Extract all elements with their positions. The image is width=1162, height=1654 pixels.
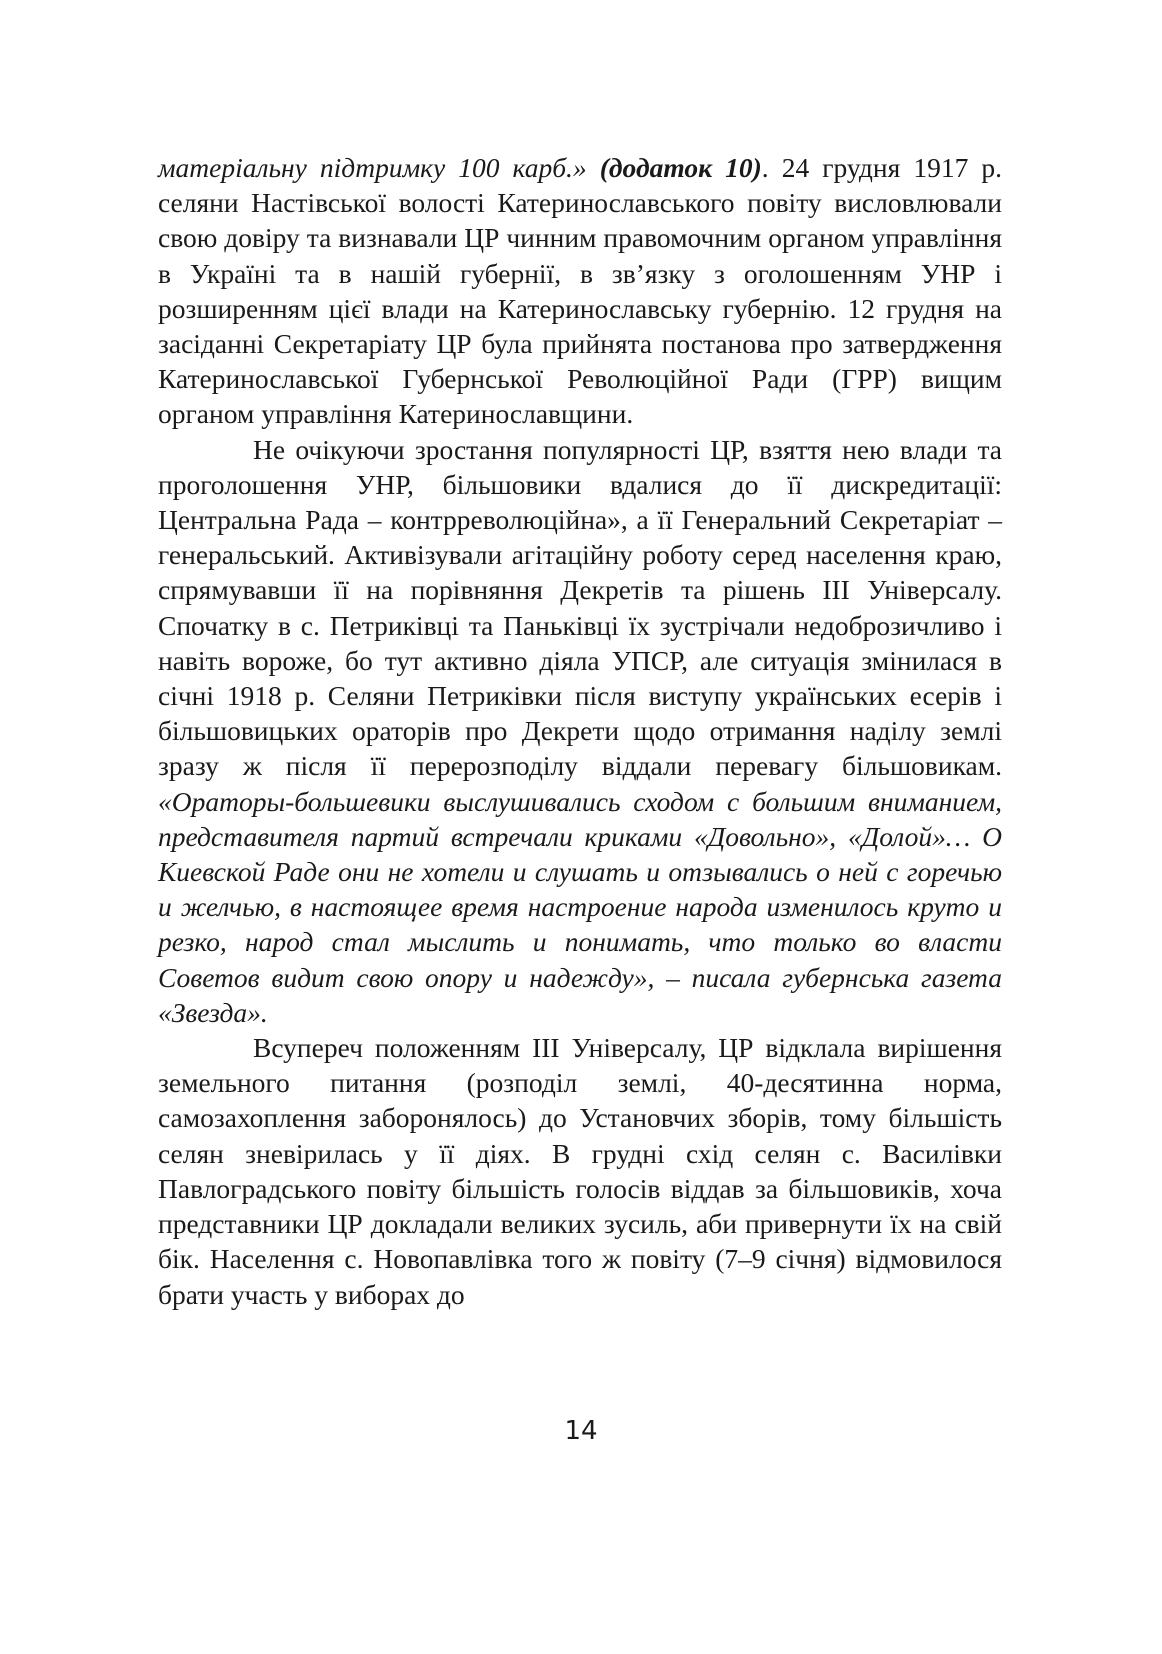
quote-fragment: матеріальну підтримку 100 карб.»: [158, 152, 587, 183]
appendix-reference: (додаток 10): [599, 152, 762, 183]
paragraph-3-text: Всупереч положенням ІІІ Універсалу, ЦР відклала вирішення земельного питання (розподіл землі, 40-десятинна норма, самозахоплення заборонялось) до Установчих зборів, тому більшість селян зневірилась у її діях. В грудні схід селян с. Василівки Павлоградського повіту більшість голосів віддав за більшовиків, хоча представники ЦР докладали великих зусиль, аби привернути їх на свій бік. Населення с. Новопавлівка того ж повіту (7–9 січня) відмовилося брати участь у виборах до: [158, 1032, 1002, 1310]
body-text: [158, 150, 1002, 1312]
page-number: 14: [564, 1416, 598, 1446]
paragraph-3: [158, 1030, 1002, 1312]
paragraph-2: [158, 432, 1002, 1030]
newspaper-quote: «Ораторы-большевики выслушивались сходом с большим вниманием, представителя партий встречали криками «Довольно», «Долой»… О Киевской Раде они не хотели и слушать и отзывались о ней с горечью и желчью, в настоящее время настроение народа изменилось круто и резко, народ стал мыслить и понимать, что только во власти Советов видит свою опору и надежду», – писала губернська газета «Звезда».: [158, 785, 1002, 1028]
paragraph-2-text: Не очікуючи зростання популярності ЦР, взяття нею влади та проголошення УНР, більшовики вдалися до її дискредитації: Центральна Рада – контрреволюційна», а її Генеральний Секретаріат – генеральський. Активізували агітаційну роботу серед населення краю, спрямувавши її на порівняння Декретів та рішень ІІІ Універсалу. Спочатку в с. Петриківці та Паньківці їх зустрічали недоброзичливо і навіть вороже, бо тут активно діяла УПСР, але ситуація змінилася в січні 1918 р. Селяни Петриківки після виступу українських есерів і більшовицьких ораторів про Декрети щодо отримання наділу землі зразу ж після її перерозподілу віддали перевагу більшовикам.: [158, 433, 1002, 782]
paragraph-1: [158, 150, 1002, 432]
paragraph-1-text: . 24 грудня 1917 р. селяни Настівської волості Катеринославського повіту висловлювали свою довіру та визнавали ЦР чинним правомочним органом управління в Україні та в нашій губернії, в зв’язку з оголошенням УНР і розширенням цієї влади на Катеринославську губернію. 12 грудня на засіданні Секретаріату ЦР була прийнята постанова про затвердження Катеринославської Губернської Революційної Ради (ГРР) вищим органом управління Катеринославщини.: [158, 152, 1003, 430]
